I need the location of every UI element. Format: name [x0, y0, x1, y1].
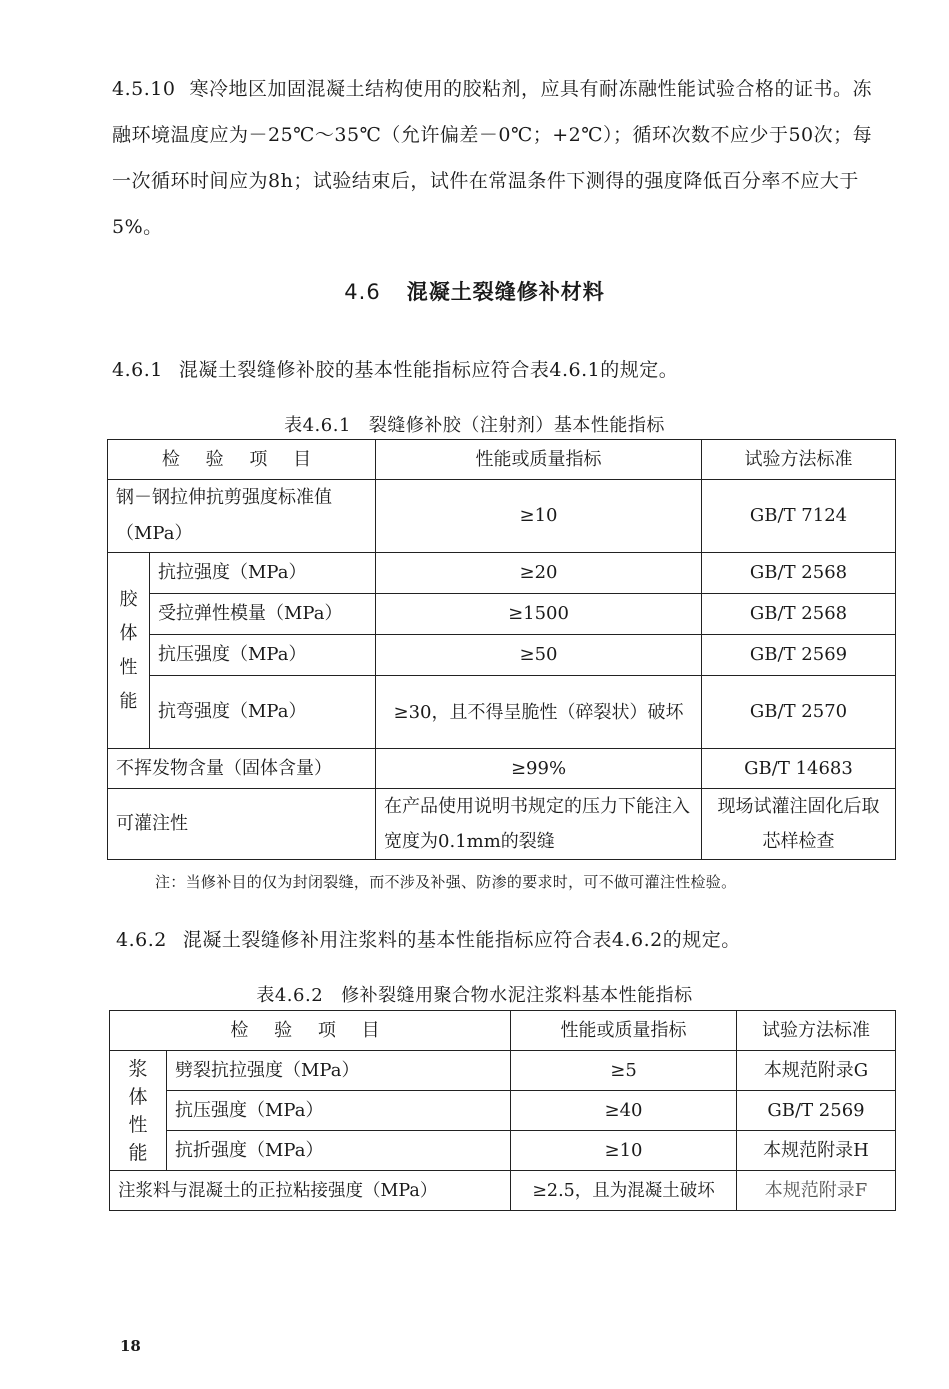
row-method: GB/T 2568 — [702, 553, 896, 594]
table-row — [108, 789, 896, 860]
row-value: ≥50 — [376, 635, 702, 676]
row-method: GB/T 2569 — [702, 635, 896, 676]
clause-number: 4.6.2 — [116, 929, 167, 951]
clause-text: 混凝土裂缝修补胶的基本性能指标应符合表4.6.1的规定。 — [178, 359, 679, 381]
row-value: ≥10 — [376, 480, 702, 553]
section-heading — [0, 276, 949, 306]
table-row — [110, 1171, 896, 1211]
row-method: 本规范附录F — [737, 1171, 896, 1211]
row-item: 抗折强度（MPa） — [167, 1131, 511, 1171]
table-4-6-2-caption — [0, 981, 949, 1007]
clause-number: 4.5.10 — [112, 78, 176, 100]
row-value: ≥10 — [511, 1131, 737, 1171]
table-row — [108, 749, 896, 789]
table-caption-title: 裂缝修补胶（注射剂）基本性能指标 — [368, 415, 665, 436]
clause-4-6-1 — [112, 355, 678, 382]
row-value: ≥2.5，且为混凝土破坏 — [511, 1171, 737, 1211]
row-value: ≥1500 — [376, 594, 702, 635]
row-method: 本规范附录H — [737, 1131, 896, 1171]
table-header-row — [110, 1011, 896, 1051]
table-caption-number: 表4.6.2 — [256, 985, 324, 1006]
section-number: 4.6 — [344, 280, 381, 304]
table-4-6-1-caption — [0, 411, 949, 437]
clause-number: 4.6.1 — [112, 359, 163, 381]
group-label-text: 浆体性能 — [128, 1057, 148, 1164]
table-row — [110, 1051, 896, 1091]
clause-text: 混凝土裂缝修补用注浆料的基本性能指标应符合表4.6.2的规定。 — [182, 929, 741, 951]
row-value: ≥40 — [511, 1091, 737, 1131]
row-item: 注浆料与混凝土的正拉粘接强度（MPa） — [110, 1171, 511, 1211]
table-row — [108, 635, 896, 676]
table-row — [108, 480, 896, 553]
row-value: ≥20 — [376, 553, 702, 594]
page-number: 18 — [120, 1337, 141, 1355]
table-row — [108, 676, 896, 749]
row-value: ≥30，且不得呈脆性（碎裂状）破坏 — [376, 676, 702, 749]
row-item: 抗压强度（MPa） — [150, 635, 376, 676]
header-item: 检 验 项 目 — [110, 1011, 511, 1051]
table-4-6-2 — [109, 1010, 896, 1211]
table-caption-number: 表4.6.1 — [284, 415, 351, 436]
row-method: GB/T 14683 — [702, 749, 896, 789]
row-item: 抗压强度（MPa） — [167, 1091, 511, 1131]
header-item: 检 验 项 目 — [108, 440, 376, 480]
row-value: 在产品使用说明书规定的压力下能注入宽度为0.1mm的裂缝 — [376, 789, 702, 860]
table-note: 注：当修补目的仅为封闭裂缝，而不涉及补强、防渗的要求时，可不做可灌注性检验。 — [155, 873, 737, 891]
row-item: 抗弯强度（MPa） — [150, 676, 376, 749]
row-method: GB/T 2569 — [737, 1091, 896, 1131]
header-method: 试验方法标准 — [702, 440, 896, 480]
table-4-6-1 — [107, 439, 896, 860]
table-row — [110, 1091, 896, 1131]
header-value: 性能或质量指标 — [511, 1011, 737, 1051]
group-label — [108, 553, 150, 749]
row-method: GB/T 2568 — [702, 594, 896, 635]
group-label-text: 胶体性能 — [119, 588, 138, 712]
row-item: 劈裂抗拉强度（MPa） — [167, 1051, 511, 1091]
clause-text: 寒冷地区加固混凝土结构使用的胶粘剂，应具有耐冻融性能试验合格的证书。冻融环境温度应为－25℃～35℃（允许偏差－0℃；+2℃）；循环次数不应少于50次；每一次循环时间应为8h；试验结束后，试件在常温条件下测得的强度降低百分率不应大于5%。 — [112, 78, 873, 238]
header-value: 性能或质量指标 — [376, 440, 702, 480]
table-row — [108, 553, 896, 594]
clause-4-5-10 — [112, 66, 884, 250]
clause-4-6-2 — [116, 925, 741, 952]
table-row — [110, 1131, 896, 1171]
row-item: 抗拉强度（MPa） — [150, 553, 376, 594]
row-value: ≥5 — [511, 1051, 737, 1091]
row-value: ≥99% — [376, 749, 702, 789]
row-method: 本规范附录G — [737, 1051, 896, 1091]
section-title: 混凝土裂缝修补材料 — [406, 280, 605, 304]
row-method: GB/T 7124 — [702, 480, 896, 553]
row-method: GB/T 2570 — [702, 676, 896, 749]
row-item: 可灌注性 — [108, 789, 376, 860]
table-header-row — [108, 440, 896, 480]
header-method: 试验方法标准 — [737, 1011, 896, 1051]
table-caption-title: 修补裂缝用聚合物水泥注浆料基本性能指标 — [341, 985, 693, 1006]
table-row — [108, 594, 896, 635]
row-item: 受拉弹性模量（MPa） — [150, 594, 376, 635]
row-method: 现场试灌注固化后取芯样检查 — [702, 789, 896, 860]
group-label — [110, 1051, 167, 1171]
row-item: 不挥发物含量（固体含量） — [108, 749, 376, 789]
row-item: 钢－钢拉伸抗剪强度标准值（MPa） — [108, 480, 376, 553]
